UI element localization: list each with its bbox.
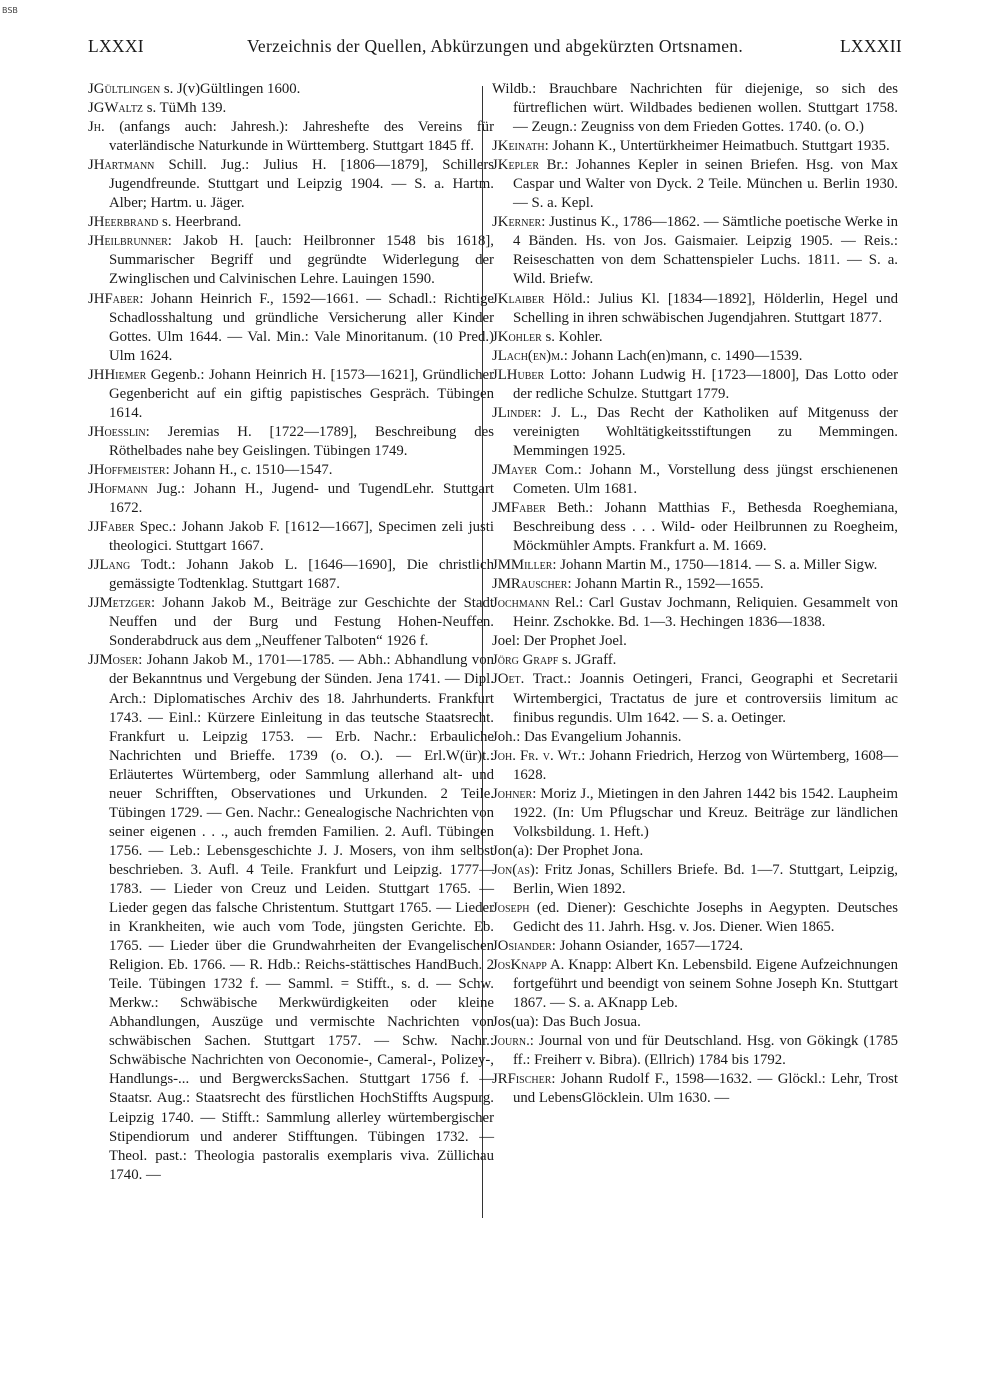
glossary-entry xyxy=(492,632,898,651)
glossary-entry xyxy=(88,556,494,594)
entry-text: : Johann H., c. 1510—1547. xyxy=(165,461,333,478)
glossary-entry xyxy=(492,213,898,289)
entry-text: Beth.: Johann Matthias F., Bethesda Roeghemiana, Beschreibung dess . . . Wild- oder Heilbrunnen zu Roegheim, Möckmühler Ampts. Frankfurt a. M. 1669. xyxy=(513,500,898,555)
entry-text: : Johann Osiander, 1657—1724. xyxy=(551,938,744,955)
entry-text: : Johann Jakob M., 1701—1785. — Abh.: Abhandlung von der Bekanntnus und Vergebung der Sünden. Jena 1741. — Dipl. Arch.: Diplomatisches Archiv des 18. Jahrhunderts. Frankfurt 1743. — Einl.: Kürzere Einleitung in das teutsche Staatsrecht. Frankfurt u. Leipzig 1753. — Erb. Nachr.: Erbauliche Nachrichten und Brieffe. 1739 (o. O.). — Erl.W(ür)t.: Erläutertes Würtemberg, oder Sammlung allerhand alt- und neuer Schrifften, Observationes und Urkunden. 2 Teile. Tübingen 1729. — Gen. Nachr.: Genealogische Nachrichten von seiner eigenen . . ., auch fremden Familien. 2. Aufl. Tübingen 1756. — Leb.: Lebensgeschichte J. J. Mosers, von ihm selbst beschrieben. 3. Aufl. 4 Teile. Frankfurt und Leipzig. 1777—1783. — Lieder von Creuz und Leiden. Stuttgart 1765. — Lieder gegen das falsche Christentum. Stuttgart 1765. — Lieder in Krankheiten, wie auch vom Tode, jüngsten Gerichte. Eb. 1765. — Lieder über die Grundwahrheiten der Evangelischen Religion. Eb. 1766. — R. Hdb.: Reichs-stättisches HandBuch. 2 Teile. Tübingen 1732 f. — Samml. = Stifft., s. d. — Schw. Merkw.: Schwäbische Merkwürdigkeiten oder kleine Abhandlungen, Auszüge und vermischte Nachrichten von schwäbischen Sachen. Stuttgart 1757. — Schw. Nachr.: Schwäbische Nachrichten von Oeconomie-, Cameral-, Polizey-, Handlungs-... und BergwercksSachen. Stuttgart 1756 f. — Staatsr. Aug.: Staatsrecht des fürstlichen HochStiffts Augspurg. Leipzig 1740. — Stifft.: Sammlung allerley würtembergischer Stipendiorum und anderer Stifftungen. Tübingen 1732. — Theol. past.: Theologia pastoralis exemplaris viva. Züllichau 1740. — xyxy=(109,652,494,1183)
entry-headword: JLHuber xyxy=(492,366,545,383)
entry-headword: JKerner xyxy=(492,214,542,231)
entry-headword: JHeilbrunner xyxy=(88,233,168,250)
entry-headword: JMMiller xyxy=(492,557,553,574)
entry-headword: JKepler xyxy=(492,157,540,174)
entry-headword: Joseph xyxy=(492,900,530,917)
entry-headword: JHeerbrand xyxy=(88,214,159,231)
library-stamp: BSB xyxy=(2,6,18,15)
entry-headword: JHoffmeister xyxy=(88,461,166,478)
entry-text: : Johann Heinrich F., 1592—1661. — Schadl.: Richtige Schadlosshaltung und gründliche Versicherung aller Kinder Gottes. Ulm 1644. — Val. Min.: Vale Minoritanum. (10 Pred.) Ulm 1624. xyxy=(109,290,494,364)
glossary-entry xyxy=(492,328,898,347)
glossary-entry xyxy=(492,842,898,861)
entry-text: Rel.: Carl Gustav Jochmann, Reliquien. Gesammelt von Heinr. Zschokke. Bd. 1—3. Hechingen 1836—1838. xyxy=(513,595,898,631)
entry-headword: JOet. xyxy=(492,671,525,688)
entry-headword: JJFaber xyxy=(88,519,135,536)
entry-headword: JJLang xyxy=(88,557,131,574)
entry-headword: JLach(en)m. xyxy=(492,347,564,364)
entry-headword: Jochmann xyxy=(492,595,550,612)
entry-text: : Johann K., Untertürkheimer Heimatbuch. Stuttgart 1935. xyxy=(544,138,890,155)
entry-headword: Journ. xyxy=(492,1033,530,1050)
glossary-entry xyxy=(492,594,898,632)
glossary-entry xyxy=(88,213,494,232)
entry-text: Schill. Jug.: Julius H. [1806—1879], Schillers Jugendfreunde. Stuttgart und Leipzig 1904. — S. a. Hartm. Alber; Hartm. u. Jäger. xyxy=(109,157,494,212)
entry-headword: JHartmann xyxy=(88,157,155,174)
entry-headword: JGültlingen xyxy=(88,81,161,97)
entry-headword: JGWaltz xyxy=(88,100,144,117)
glossary-entry xyxy=(492,290,898,328)
running-title: Verzeichnis der Quellen, Abkürzungen und abgekürzten Ortsnamen. xyxy=(246,36,744,56)
entry-text: A. Knapp: Albert Kn. Lebensbild. Eigene Aufzeichnungen fortgeführt und beendigt von seinem Sohne Joseph Kn. Stuttgart 1867. — S. a. AKnapp Leb. xyxy=(513,957,898,1012)
right-column xyxy=(492,80,898,1109)
entry-headword: JKlaiber xyxy=(492,290,545,307)
entry-headword: JKeinath xyxy=(492,138,545,155)
entry-headword: Joh. Fr. v. Wt. xyxy=(492,747,582,764)
entry-text: (anfangs auch: Jahresh.): Jahreshefte des Vereins für vaterländische Naturkunde in Württemberg. Stuttgart 1845 ff. xyxy=(104,119,494,155)
entry-headword: JMRauscher xyxy=(492,576,568,593)
entry-text: : Johann Jakob M., Beiträge zur Geschichte der Stadt Neuffen und der Burg und Festung Hohen-Neuffen. Sonderabdruck aus dem „Neuffener Talboten“ 1926 f. xyxy=(109,595,494,650)
entry-text: s. JGraff. xyxy=(558,652,617,669)
entry-text: Joel: Der Prophet Joel. xyxy=(492,633,627,650)
glossary-entry xyxy=(492,366,898,404)
glossary-entry xyxy=(492,670,898,727)
entry-headword: JHoesslin xyxy=(88,423,146,440)
glossary-entry xyxy=(492,651,898,670)
left-column xyxy=(88,80,494,1185)
entry-text: : Johann Martin M., 1750—1814. — S. a. Miller Sigw. xyxy=(552,557,878,574)
entry-headword: JRFischer xyxy=(492,1071,552,1088)
glossary-entry xyxy=(492,461,898,499)
entry-headword: JMFaber xyxy=(492,500,546,517)
entry-headword: JMayer xyxy=(492,461,538,478)
entry-text: : J. L., Das Recht der Katholiken auf Mitgenuss der vereinigten Wohltätigkeitsstiftungen zu Memmingen. Memmingen 1925. xyxy=(513,404,898,459)
entry-text: : Johann Martin R., 1592—1655. xyxy=(567,576,764,593)
entry-headword: JKohler xyxy=(492,328,542,345)
entry-text: (ed. Diener): Geschichte Josephs in Aegypten. Deutsches Gedicht des 11. Jahrh. Hsg. v. Jos. Diener. Wien 1865. xyxy=(513,900,898,936)
entry-headword: JHofmann xyxy=(88,480,148,497)
glossary-entry xyxy=(492,575,898,594)
glossary-entry xyxy=(492,404,898,461)
entry-text: : Justinus K., 1786—1862. — Sämtliche poetische Werke in 4 Bänden. Hs. von Jos. Gaismaier. Leipzig 1905. — Reis.: Reiseschatten von dem Schattenspieler Luchs. 1811. — S. a. Wild. Briefw. xyxy=(513,214,898,288)
entry-text: s. TüMh 139. xyxy=(143,100,227,117)
glossary-entry xyxy=(88,480,494,518)
entry-text: Joh.: Das Evangelium Johannis. xyxy=(492,728,682,745)
entry-headword: Jh. xyxy=(88,119,105,136)
page-header xyxy=(88,36,902,62)
entry-text: : Jakob H. [auch: Heilbronner 1548 bis 1618], Summarischer Begriff und gegründte Widerlegung der Zwinglischen und Calvinischen Lehre. Lauingen 1590. xyxy=(109,233,494,288)
glossary-entry xyxy=(492,156,898,213)
entry-headword: JHHiemer xyxy=(88,366,147,383)
entry-text: Jug.: Johann H., Jugend- und TugendLehr. Stuttgart 1672. xyxy=(109,480,494,517)
glossary-entry xyxy=(88,232,494,289)
entry-text: Lotto: Johann Ludwig H. [1723—1800], Das Lotto oder der redliche Schulze. Stuttgart 1779. xyxy=(513,366,898,402)
glossary-entry xyxy=(88,366,494,423)
glossary-entry xyxy=(492,137,898,156)
glossary-entry xyxy=(492,747,898,785)
entry-text: Todt.: Johann Jakob L. [1646—1690], Die christlich gemässigte Todtenklag. Stuttgart 1687. xyxy=(109,557,494,593)
entry-headword: JLinder xyxy=(492,404,538,421)
glossary-entry xyxy=(492,1013,898,1032)
glossary-entry xyxy=(88,118,494,156)
glossary-entry xyxy=(492,1032,898,1070)
entry-text: Wildb.: Brauchbare Nachrichten für diejenige, so sich des fürtreflichen würt. Wildbades bedienen wollen. Stuttgart 1758. — Zeugn.: Zeugniss von dem Frieden Gottes. 1740. (o. O.) xyxy=(492,81,898,136)
entry-text: Höld.: Julius Kl. [1834—1892], Hölderlin, Hegel und Schelling in ihren schwäbischen Jugendjahren. Stuttgart 1877. xyxy=(513,290,898,326)
entry-text: : Johann Lach(en)mann, c. 1490—1539. xyxy=(563,347,803,364)
entry-text: : Fritz Jonas, Schillers Briefe. Bd. 1—7. Stuttgart, Leipzig, Berlin, Wien 1892. xyxy=(513,861,898,897)
glossary-entry xyxy=(492,728,898,747)
glossary-entry xyxy=(492,956,898,1013)
entry-text: : Journal von und für Deutschland. Hsg. von Gökingk (1785 ff.: Freiherr v. Bibra). (Ellrich) 1784 bis 1792. xyxy=(513,1033,898,1069)
entry-text: Gegenb.: Johann Heinrich H. [1573—1621], Gründlicher Gegenbericht auf ein giftig papistisches Gespräch. Tübingen 1614. xyxy=(109,366,494,421)
glossary-entry xyxy=(88,80,494,99)
page-number-right: LXXXII xyxy=(839,36,902,56)
entry-text: Com.: Johann M., Vorstellung dess jüngst erschienenen Cometen. Ulm 1681. xyxy=(513,461,898,497)
glossary-entry xyxy=(492,1070,898,1108)
glossary-entry xyxy=(492,556,898,575)
entry-text: Br.: Johannes Kepler in seinen Briefen. Hsg. von Max Caspar und Walter von Dyck. 2 Teile. München u. Berlin 1930. — S. a. Kepl. xyxy=(513,157,898,212)
entry-headword: JOsiander xyxy=(492,938,552,955)
entry-text: Spec.: Johann Jakob F. [1612—1667], Specimen zeli justi theologici. Stuttgart 1667. xyxy=(109,519,494,555)
glossary-entry xyxy=(492,861,898,899)
entry-text: s. J(v)Gültlingen 1600. xyxy=(160,81,301,97)
glossary-entry xyxy=(88,518,494,556)
entry-text: Tract.: Joannis Oetingeri, Franci, Geographi et Secretarii Wirtembergici, Tractatus de jure et controversiis limitum ac finibus regundis. Ulm 1642. — S. a. Oetinger. xyxy=(513,671,898,726)
entry-headword: JosKnapp xyxy=(492,957,547,974)
glossary-entry xyxy=(88,461,494,480)
glossary-entry xyxy=(492,499,898,556)
glossary-entry xyxy=(88,156,494,213)
glossary-entry xyxy=(88,99,494,118)
glossary-entry xyxy=(88,290,494,366)
page-number-left: LXXXI xyxy=(88,36,144,56)
entry-text: : Jeremias H. [1722—1789], Beschreibung des Röthelbades nahe bey Geislingen. Tübingen 1749. xyxy=(109,423,494,459)
glossary-entry xyxy=(88,594,494,651)
entry-headword: JHFaber xyxy=(88,290,140,307)
entry-text: : Johann Friedrich, Herzog von Würtemberg, 1608—1628. xyxy=(513,747,899,783)
glossary-entry xyxy=(492,937,898,956)
entry-text: Jon(a): Der Prophet Jona. xyxy=(492,842,644,859)
glossary-entry xyxy=(88,423,494,461)
entry-text: s. Heerbrand. xyxy=(158,214,242,231)
entry-text: Jos(ua): Das Buch Josua. xyxy=(492,1014,641,1031)
entry-text: : Johann Rudolf F., 1598—1632. — Glöckl.: Lehr, Trost und LebensGlöcklein. Ulm 1630. — xyxy=(513,1071,898,1107)
glossary-entry xyxy=(492,80,898,137)
entry-text: s. Kohler. xyxy=(541,328,603,345)
entry-headword: Jon(as) xyxy=(492,861,535,878)
entry-headword: Jörg Grapf xyxy=(492,652,559,669)
glossary-entry xyxy=(492,899,898,937)
glossary-entry xyxy=(492,785,898,842)
entry-headword: JJMetzger xyxy=(88,595,151,612)
glossary-entry xyxy=(492,347,898,366)
entry-headword: Johner xyxy=(492,785,533,802)
entry-text: : Moriz J., Mietingen in den Jahren 1442 bis 1542. Laupheim 1922. (In: Um Pflugschar und Kreuz. Beiträge zur ländlichen Volksbildung. 1. Heft.) xyxy=(513,785,898,840)
entry-headword: JJMoser xyxy=(88,652,139,669)
glossary-entry xyxy=(88,651,494,1184)
